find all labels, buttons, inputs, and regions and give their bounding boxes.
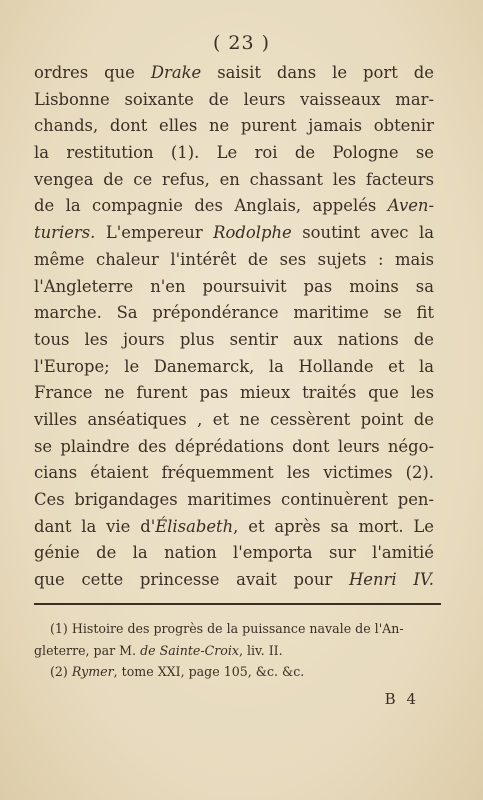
text-line-segment: vengea de ce refus, en chassant les facteurs: [34, 169, 434, 189]
text-line: [34, 140, 434, 167]
text-line-segment: Élisabeth: [155, 516, 234, 536]
footnote-line-segment: gleterre, par M.: [34, 642, 141, 658]
text-line: [34, 460, 434, 487]
footnote-line-segment: , tome XXI, page 105, &c. &c.: [113, 664, 305, 679]
text-line-segment: génie de la nation l'emporta sur l'amitié: [34, 543, 434, 563]
text-line-segment: Ces brigandages maritimes continuèrent pen-: [34, 490, 434, 509]
text-line-segment: Rodolphe: [213, 223, 292, 243]
text-line-segment: marche. Sa prépondérance maritime se fit: [34, 303, 434, 323]
text-line-segment: Drake: [150, 63, 202, 82]
text-line-segment: la restitution (1). Le roi de Pologne se: [34, 143, 434, 163]
text-line-segment: chands, dont elles ne purent jamais obtenir: [34, 116, 434, 136]
text-line: [34, 60, 434, 87]
text-line: [34, 540, 434, 567]
text-line: [34, 380, 434, 407]
text-line: [34, 193, 434, 220]
text-line: [34, 274, 434, 301]
text-line: [34, 514, 434, 541]
text-line-segment: se plaindre des déprédations dont leurs négo-: [34, 436, 434, 456]
footnote-line: [34, 640, 444, 662]
text-line-segment: l'Angleterre n'en poursuivit pas moins sa: [34, 276, 434, 296]
text-line: [34, 434, 434, 461]
footnote-line-segment: de Sainte-Croix: [140, 642, 239, 658]
text-line: [34, 87, 434, 114]
footnote-line-segment: (2): [50, 664, 72, 679]
text-line-segment: même chaleur l'intérêt de ses sujets : mais: [34, 249, 434, 269]
text-line: [34, 113, 434, 140]
text-line-segment: ordres que: [34, 63, 151, 82]
text-line: [34, 327, 434, 354]
text-line: [34, 567, 434, 594]
text-line-segment: tous les jours plus sentir aux nations de: [34, 329, 434, 349]
text-line-segment: Aven-: [387, 196, 434, 216]
footnote-rule: [34, 603, 441, 605]
text-line-segment: que cette princesse avait pour: [34, 570, 349, 590]
footnotes: [34, 618, 444, 683]
text-line-segment: soutint avec la: [291, 223, 434, 243]
text-line: [34, 247, 434, 274]
footnote-line-segment: , liv. II.: [239, 642, 283, 658]
text-line: [34, 354, 434, 381]
footnote-line-segment: Rymer: [71, 664, 114, 679]
text-line-segment: France ne furent pas mieux traités que les: [34, 383, 434, 403]
text-line: [34, 167, 434, 194]
text-line-segment: turiers.: [34, 223, 96, 243]
footnote-line: [34, 661, 444, 683]
text-line: [34, 300, 434, 327]
text-line-segment: l'Europe; le Danemarck, la Hollande et la: [34, 356, 434, 376]
text-line-segment: Henri IV.: [349, 570, 434, 590]
page-number: ( 23 ): [212, 32, 271, 54]
footnote-line-segment: (1) Histoire des progrès de la puissance navale de l'An-: [50, 621, 404, 636]
text-line: [34, 487, 434, 514]
text-line-segment: saisit dans le port de: [201, 63, 434, 82]
text-line-segment: cians étaient fréquemment les victimes (2).: [34, 463, 434, 483]
signature-mark: B 4: [384, 690, 419, 708]
text-line-segment: , et après sa mort. Le: [233, 516, 434, 536]
text-line-segment: Lisbonne soixante de leurs vaisseaux mar-: [34, 89, 434, 109]
body-text: [34, 60, 434, 594]
text-line-segment: villes anséatiques , et ne cessèrent point de: [34, 409, 434, 429]
text-line: [34, 220, 434, 247]
footnote-line: [34, 618, 444, 640]
text-line-segment: dant la vie d': [34, 516, 156, 536]
text-line-segment: de la compagnie des Anglais, appelés: [34, 196, 388, 216]
text-line-segment: L'empereur: [95, 223, 214, 243]
text-line: [34, 407, 434, 434]
